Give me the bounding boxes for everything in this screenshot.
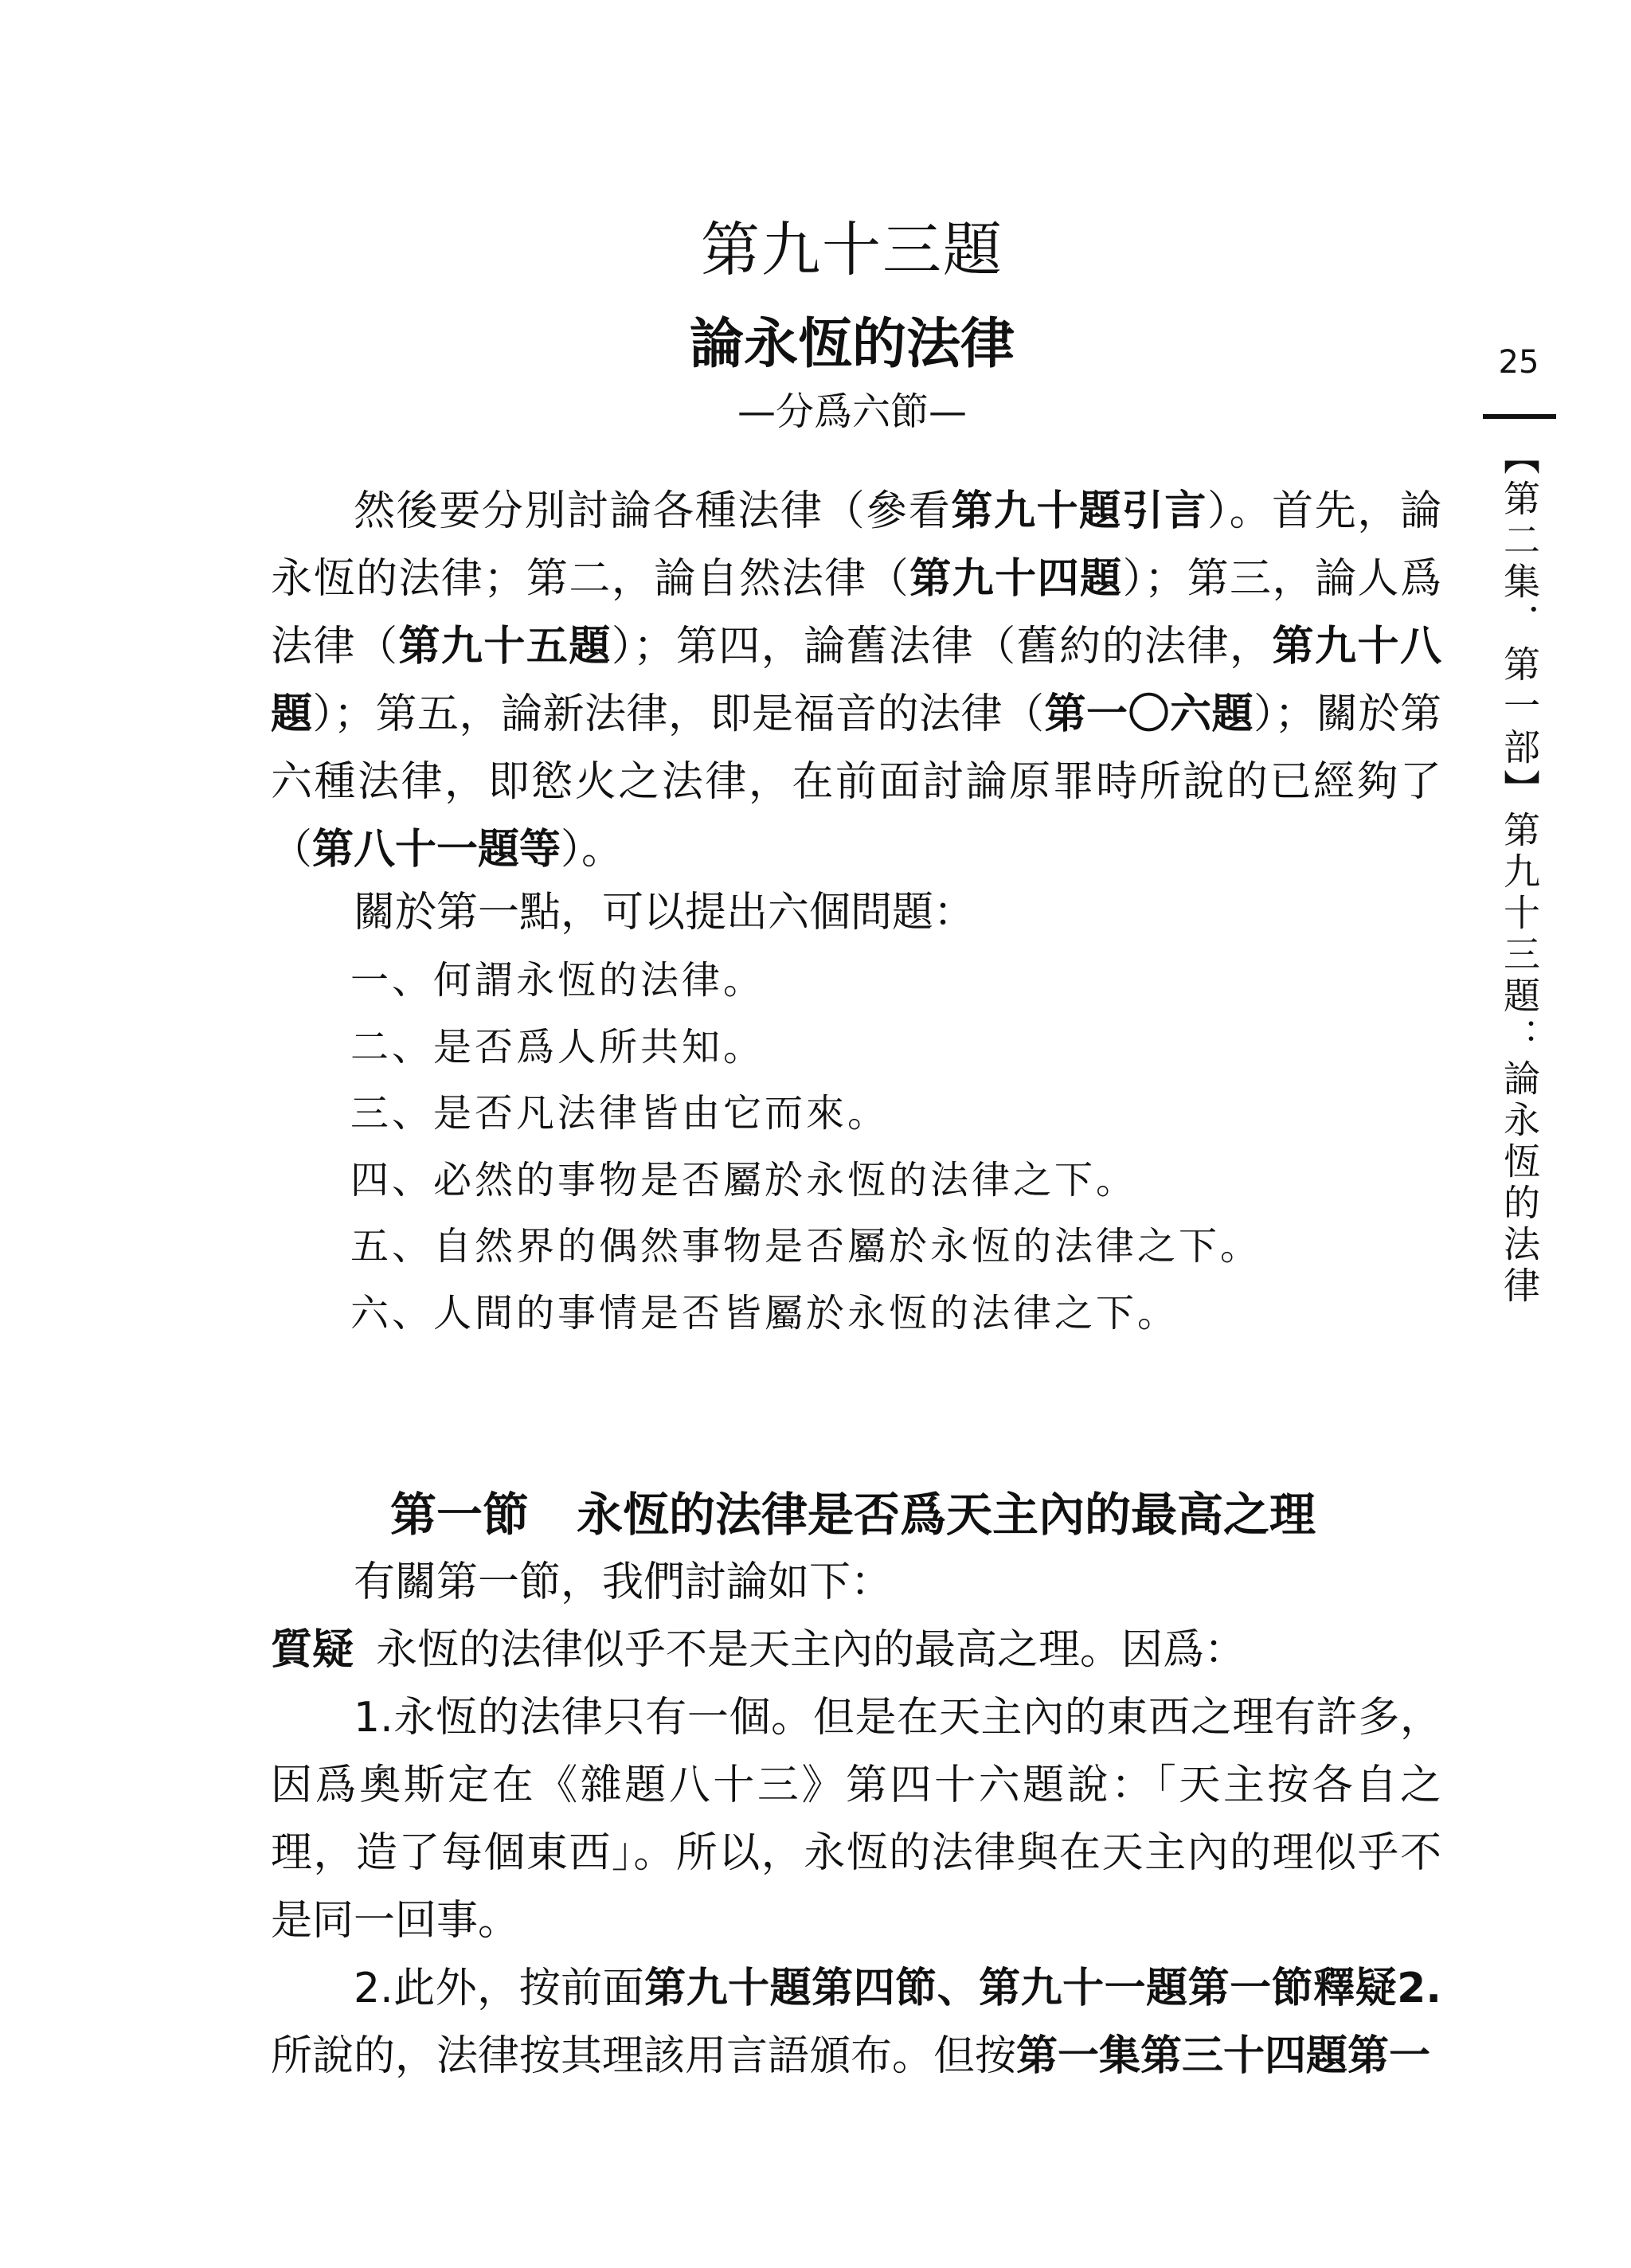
intro-text-segment: ）。	[561, 826, 624, 874]
cross-reference: 第九十八題	[271, 623, 1441, 738]
objection-paragraph	[271, 1617, 1441, 1684]
point2-text-segment: 所說的，法律按其理該用言語頒布。但按	[271, 2032, 1017, 2080]
section-label: 第一節	[390, 1488, 530, 1542]
question-item: 一、何謂永恆的法律。	[350, 958, 765, 1003]
section-title: 永恆的法律是否爲天主內的最高之理	[577, 1488, 1316, 1542]
questions-intro	[271, 879, 1441, 947]
section-intro: 有關第一節，我們討論如下：	[354, 1558, 893, 1606]
intro-text	[271, 478, 1441, 884]
objection-text: 永恆的法律似乎不是天主內的最高之理。因爲：	[376, 1626, 1246, 1674]
question-item: 三、是否凡法律皆由它而來。	[350, 1091, 890, 1136]
running-head: 【第二集．第一部】第九十三題：論永恆的法律	[1498, 438, 1541, 1308]
cross-reference: 第九十五題	[398, 623, 612, 671]
cross-reference: 第八十一題等	[312, 826, 561, 874]
question-title-heading: 論永恆的法律	[689, 313, 1015, 376]
objection-point-2	[271, 1955, 1441, 2090]
cross-reference: 第九十題引言	[951, 487, 1207, 535]
intro-paragraph	[271, 478, 1441, 884]
question-number-heading: 第九十三題	[701, 216, 1003, 284]
question-item: 六、人間的事情是否皆屬於永恆的法律之下。	[350, 1290, 1179, 1335]
intro-text-segment: ）；第四，論舊法律（舊約的法律，	[611, 623, 1273, 671]
page-number: 25	[1498, 344, 1539, 381]
question-item: 二、是否爲人所共知。	[350, 1024, 765, 1069]
question-item: 五、自然界的偶然事物是否屬於永恆的法律之下。	[350, 1224, 1262, 1269]
running-head-rule	[1483, 414, 1556, 419]
intro-text-segment: ）；第五，論新法律，即是福音的法律（	[312, 690, 1045, 738]
cross-reference: 第九十題第四節、第九十一題第一節釋疑2.	[644, 1965, 1442, 2012]
cross-reference: 第九十四題	[909, 555, 1123, 603]
objection-label: 質疑	[271, 1626, 354, 1674]
question-list	[350, 948, 1261, 1347]
section-heading	[390, 1477, 1316, 1544]
cross-reference: 第一集第三十四題第一	[1016, 2032, 1431, 2080]
questions-intro-line: 關於第一點，可以提出六個問題：	[354, 889, 976, 937]
intro-text-segment: 然後要分別討論各種法律（參看	[354, 487, 952, 535]
section-count-subtitle: —分爲六節—	[737, 389, 967, 434]
intro-text-segment: ）；第三，論人爲法律（	[271, 555, 1441, 671]
cross-reference: 第一〇六題	[1044, 690, 1254, 738]
section-body	[271, 1549, 1441, 2090]
objection-point-1: 1.永恆的法律只有一個。但是在天主內的東西之理有許多，因爲奧斯定在《雜題八十三》第四十六題說：「天主按各自之理，造了每個東西」。所以，永恆的法律與在天主內的理似乎不是同一回事。	[271, 1694, 1441, 1945]
point2-text-segment: 2.此外，按前面	[354, 1965, 645, 2012]
intro-text-segment: ）；關於第六種法律，即慾火之法律，在前面討論原罪時所說的已經夠了（	[271, 690, 1441, 874]
intro-text-segment: ）。首先，論永恆的法律；第二，論自然法律（	[271, 487, 1441, 603]
question-item: 四、必然的事物是否屬於永恆的法律之下。	[350, 1157, 1138, 1202]
